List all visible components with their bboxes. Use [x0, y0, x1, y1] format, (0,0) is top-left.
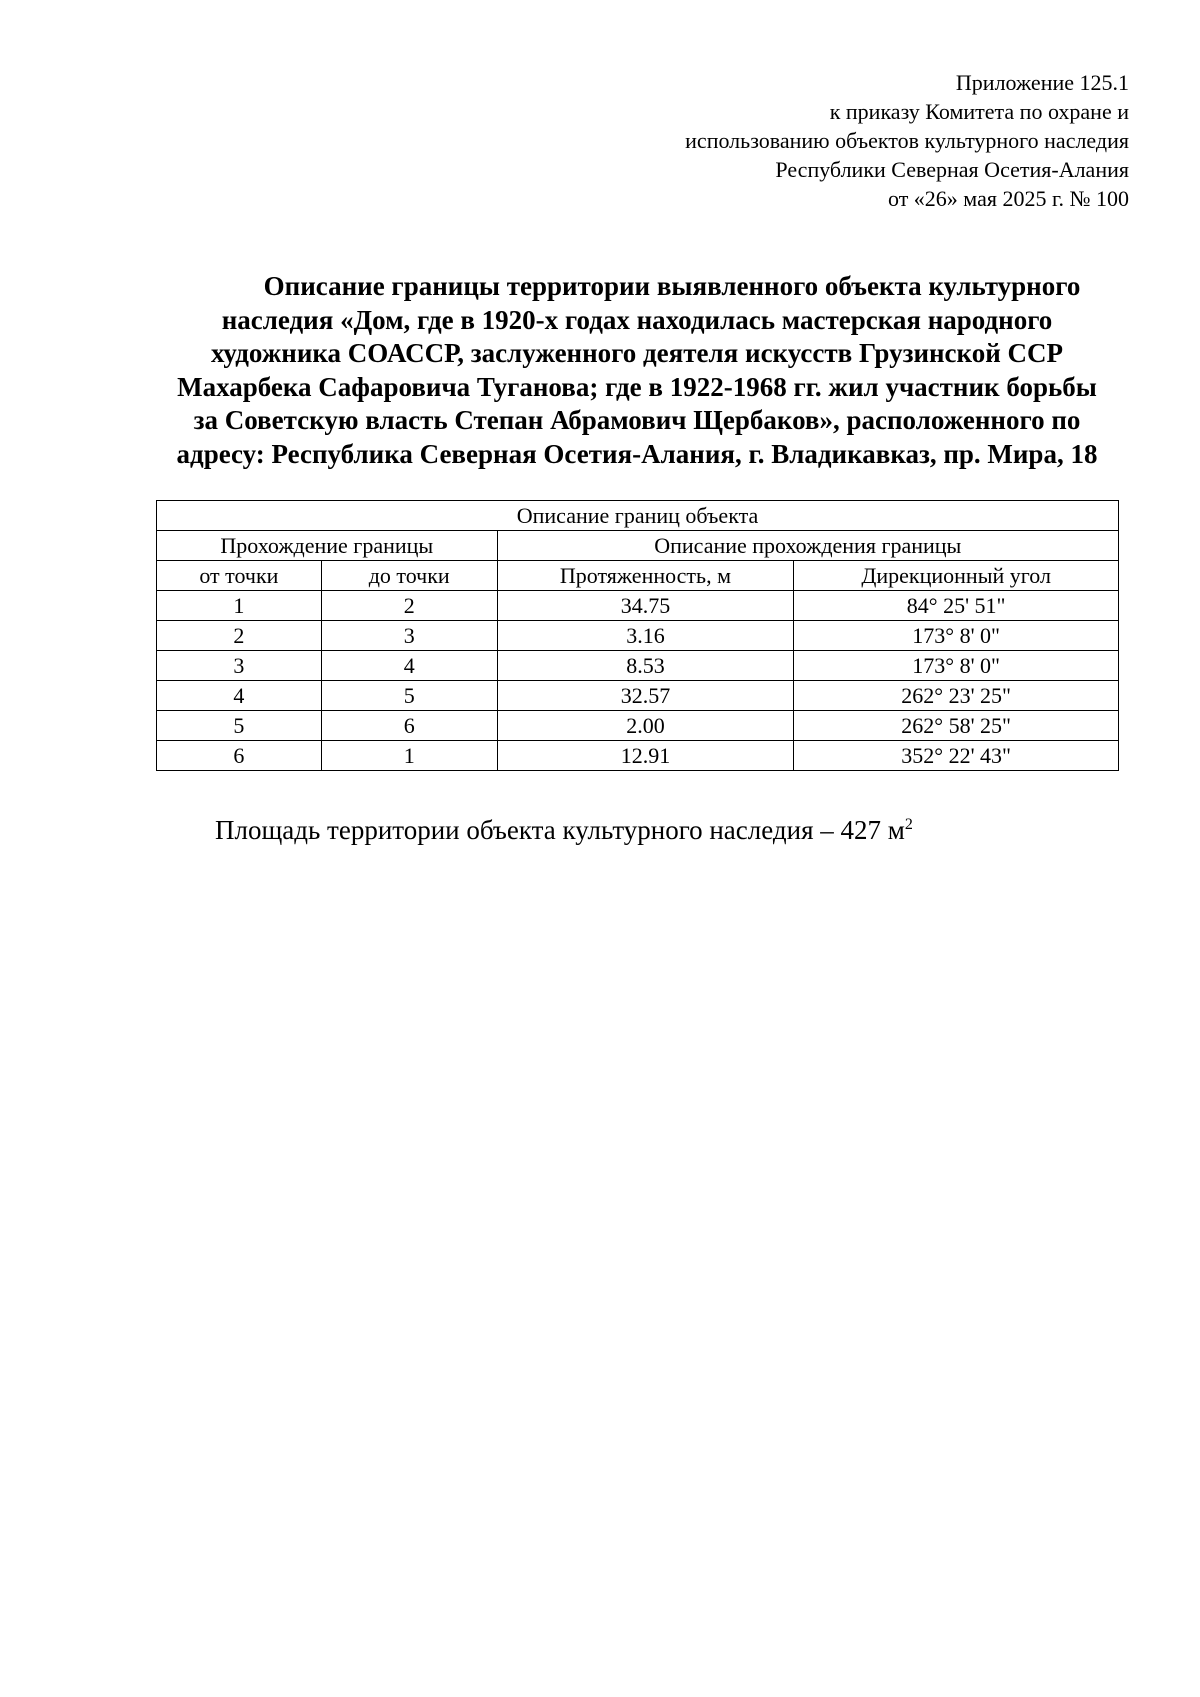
- cell-length: 2.00: [497, 711, 794, 741]
- cell-length: 32.57: [497, 681, 794, 711]
- cell-from: 6: [157, 741, 322, 771]
- cell-to: 3: [321, 621, 497, 651]
- column-header-length: Протяженность, м: [497, 561, 794, 591]
- cell-from: 4: [157, 681, 322, 711]
- cell-angle: 262° 58' 25": [794, 711, 1119, 741]
- column-header-angle: Дирекционный угол: [794, 561, 1119, 591]
- table-row: [157, 711, 1119, 741]
- title-line: за Советскую власть Степан Абрамович Щербаков», расположенного по: [193, 405, 1081, 435]
- title-line: Махарбека Сафаровича Туганова; где в 1922-1968 гг. жил участник борьбы: [177, 371, 1097, 402]
- cell-length: 8.53: [497, 651, 794, 681]
- column-header-to: до точки: [321, 561, 497, 591]
- table-row: [157, 651, 1119, 681]
- appendix-line: использованию объектов культурного наследия: [685, 128, 1129, 153]
- appendix-line: от «26» мая 2025 г. № 100: [887, 186, 1129, 211]
- appendix-header: [509, 68, 1129, 213]
- table-row: [157, 741, 1119, 771]
- cell-to: 5: [321, 681, 497, 711]
- group-header-description: Описание прохождения границы: [497, 531, 1118, 561]
- appendix-line: Приложение 125.1: [955, 70, 1129, 95]
- title-line: художника СОАССР, заслуженного деятеля искусств Грузинской ССР: [210, 338, 1064, 368]
- cell-to: 1: [321, 741, 497, 771]
- table-caption-row: [157, 501, 1119, 531]
- cell-to: 4: [321, 651, 497, 681]
- group-header-passage: Прохождение границы: [157, 531, 498, 561]
- document-title: [140, 270, 1134, 471]
- cell-angle: 173° 8' 0": [794, 621, 1119, 651]
- cell-from: 1: [157, 591, 322, 621]
- table-header-row: [157, 561, 1119, 591]
- title-line: адресу: Республика Северная Осетия-Алания, г. Владикавказ, пр. Мира, 18: [176, 438, 1098, 469]
- cell-length: 3.16: [497, 621, 794, 651]
- title-line: Описание границы территории выявленного объекта культурного: [263, 271, 1081, 301]
- table-row: [157, 591, 1119, 621]
- cell-angle: 173° 8' 0": [794, 651, 1119, 681]
- cell-from: 3: [157, 651, 322, 681]
- cell-length: 34.75: [497, 591, 794, 621]
- cell-angle: 84° 25' 51": [794, 591, 1119, 621]
- area-statement: [215, 813, 913, 847]
- cell-length: 12.91: [497, 741, 794, 771]
- cell-to: 6: [321, 711, 497, 741]
- cell-angle: 352° 22' 43": [794, 741, 1119, 771]
- area-unit-superscript: 2: [904, 816, 913, 833]
- appendix-line: к приказу Комитета по охране и: [829, 99, 1129, 124]
- cell-to: 2: [321, 591, 497, 621]
- column-header-from: от точки: [157, 561, 322, 591]
- cell-angle: 262° 23' 25": [794, 681, 1119, 711]
- appendix-line: Республики Северная Осетия-Алания: [775, 157, 1129, 182]
- table-group-row: [157, 531, 1119, 561]
- boundary-table: [156, 500, 1119, 771]
- cell-from: 5: [157, 711, 322, 741]
- table-caption: Описание границ объекта: [157, 501, 1119, 531]
- area-text: Площадь территории объекта культурного наследия – 427 м: [215, 815, 905, 845]
- cell-from: 2: [157, 621, 322, 651]
- title-line: наследия «Дом, где в 1920-х годах находилась мастерская народного: [221, 304, 1053, 335]
- table-row: [157, 621, 1119, 651]
- table-row: [157, 681, 1119, 711]
